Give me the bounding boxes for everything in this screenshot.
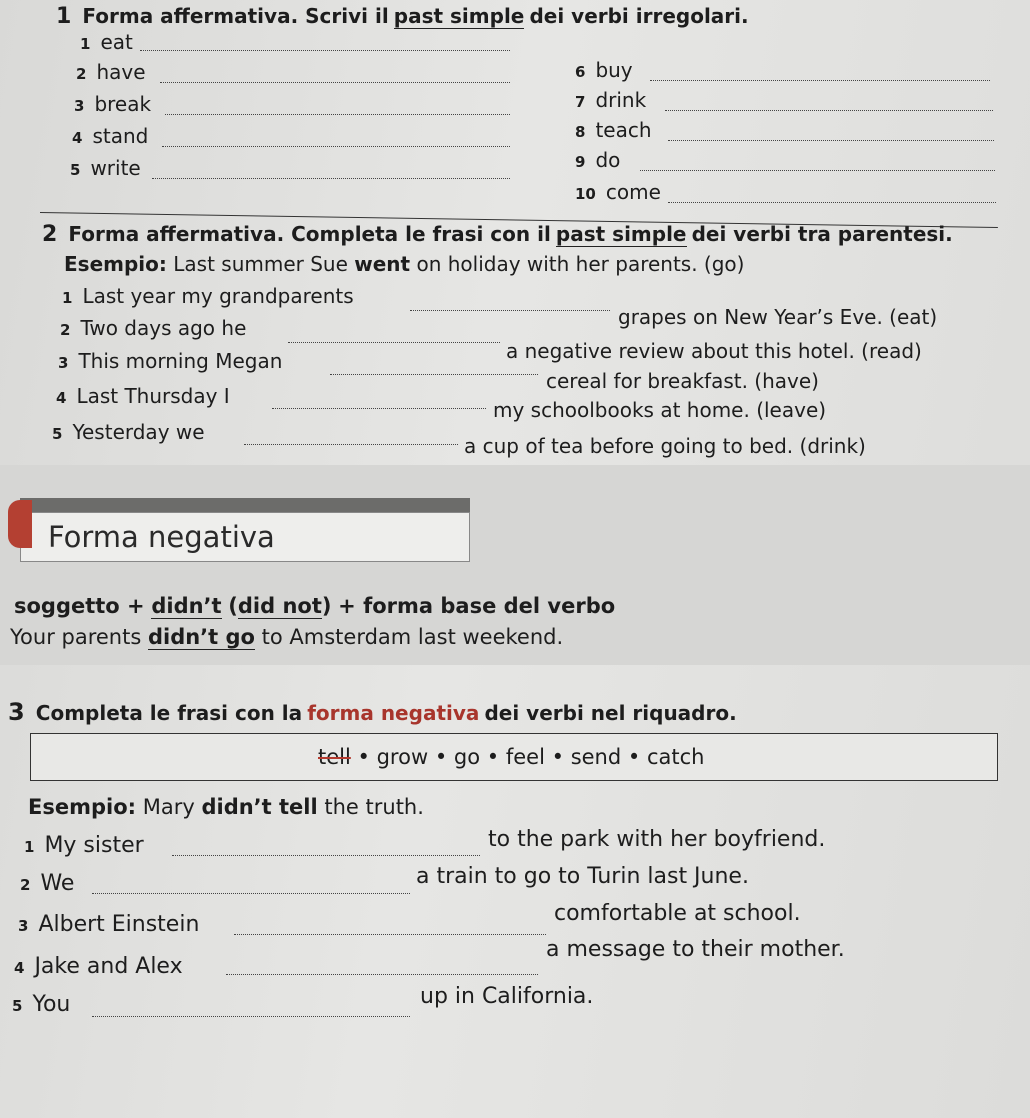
word-catch: catch [646,745,705,769]
ex3-item-2-start: 2 We [20,871,75,896]
answer-line[interactable] [650,80,990,81]
exercise-3-number: 3 [8,698,25,726]
grammar-rule: soggetto + didn’t (did not) + forma base del verbo [14,594,616,618]
ex2-item-4-end: my schoolbooks at home. (leave) [493,398,827,422]
ex3-item-4-start: 4 Jake and Alex [14,954,183,979]
exercise-3-title: 3 Completa le frasi con la forma negativa dei verbi nel riquadro. [8,698,737,726]
answer-line[interactable] [330,374,538,375]
answer-line[interactable] [640,170,995,171]
grammar-heading: Forma negativa [48,520,275,554]
word-go: go [453,745,481,769]
answer-line[interactable] [288,342,500,343]
ex2-item-1-start: 1 Last year my grandparents [62,284,354,308]
ex3-item-4-end: a message to their mother. [546,937,845,962]
answer-line[interactable] [665,110,993,111]
answer-line[interactable] [92,893,410,894]
ex2-item-1-end: grapes on New Year’s Eve. (eat) [618,305,938,329]
ex2-item-3-end: cereal for breakfast. (have) [546,369,819,393]
answer-line[interactable] [92,1016,410,1017]
word-list: tell • grow • go • feel • send • catch [318,745,705,769]
answer-line[interactable] [140,50,510,51]
ex2-item-2-start: 2 Two days ago he [60,316,247,340]
answer-line[interactable] [244,444,458,445]
ex2-example: Esempio: Last summer Sue went on holiday with her parents. (go) [64,252,745,276]
ex1-item-4: 4 stand [72,124,149,148]
ex1-item-3: 3 break [74,92,152,116]
ex3-item-3-start: 3 Albert Einstein [18,912,200,937]
exercise-2-title: 2 Forma affermativa. Completa le frasi con il past simple dei verbi tra parentesi. [42,222,953,247]
ex1-item-5: 5 write [70,156,141,180]
answer-line[interactable] [234,934,546,935]
ex1-item-7: 7 drink [575,88,647,112]
ex1-item-2: 2 have [76,60,146,84]
ex1-item-9: 9 do [575,148,621,172]
exercise-2-number: 2 [42,222,58,247]
ex1-item-1: 1 eat [80,30,133,54]
exercise-1-number: 1 [56,4,72,29]
ex3-item-5-end: up in California. [420,984,594,1009]
ex3-item-1-start: 1 My sister [24,833,144,858]
answer-line[interactable] [152,178,510,179]
answer-line[interactable] [668,140,994,141]
answer-line[interactable] [410,310,610,311]
answer-line[interactable] [160,82,510,83]
word-send: send [570,745,622,769]
ex2-item-2-end: a negative review about this hotel. (read) [506,339,922,363]
answer-line[interactable] [668,202,996,203]
grammar-example: Your parents didn’t go to Amsterdam last weekend. [10,625,564,649]
exercise-1-title: 1 Forma affermativa. Scrivi il past simple dei verbi irregolari. [56,4,749,29]
answer-line[interactable] [172,855,480,856]
ex1-item-6: 6 buy [575,58,633,82]
ex2-item-5-start: 5 Yesterday we [52,420,205,444]
ex2-item-4-start: 4 Last Thursday I [56,384,230,408]
answer-line[interactable] [226,974,538,975]
word-feel: feel [505,745,545,769]
answer-line[interactable] [272,408,486,409]
answer-line[interactable] [162,146,510,147]
word-tell: tell [318,745,351,769]
ex3-item-3-end: comfortable at school. [554,901,801,926]
ex3-example: Esempio: Mary didn’t tell the truth. [28,795,424,819]
answer-line[interactable] [165,114,510,115]
ex2-item-5-end: a cup of tea before going to bed. (drink) [464,434,866,458]
ex1-item-8: 8 teach [575,118,652,142]
word-grow: grow [376,745,429,769]
ex2-item-3-start: 3 This morning Megan [58,349,283,373]
ex3-item-1-end: to the park with her boyfriend. [488,827,826,852]
ex3-item-2-end: a train to go to Turin last June. [416,864,749,889]
ex3-item-5-start: 5 You [12,992,71,1017]
grammar-marker [8,500,32,548]
ex1-item-10: 10 come [575,180,661,204]
